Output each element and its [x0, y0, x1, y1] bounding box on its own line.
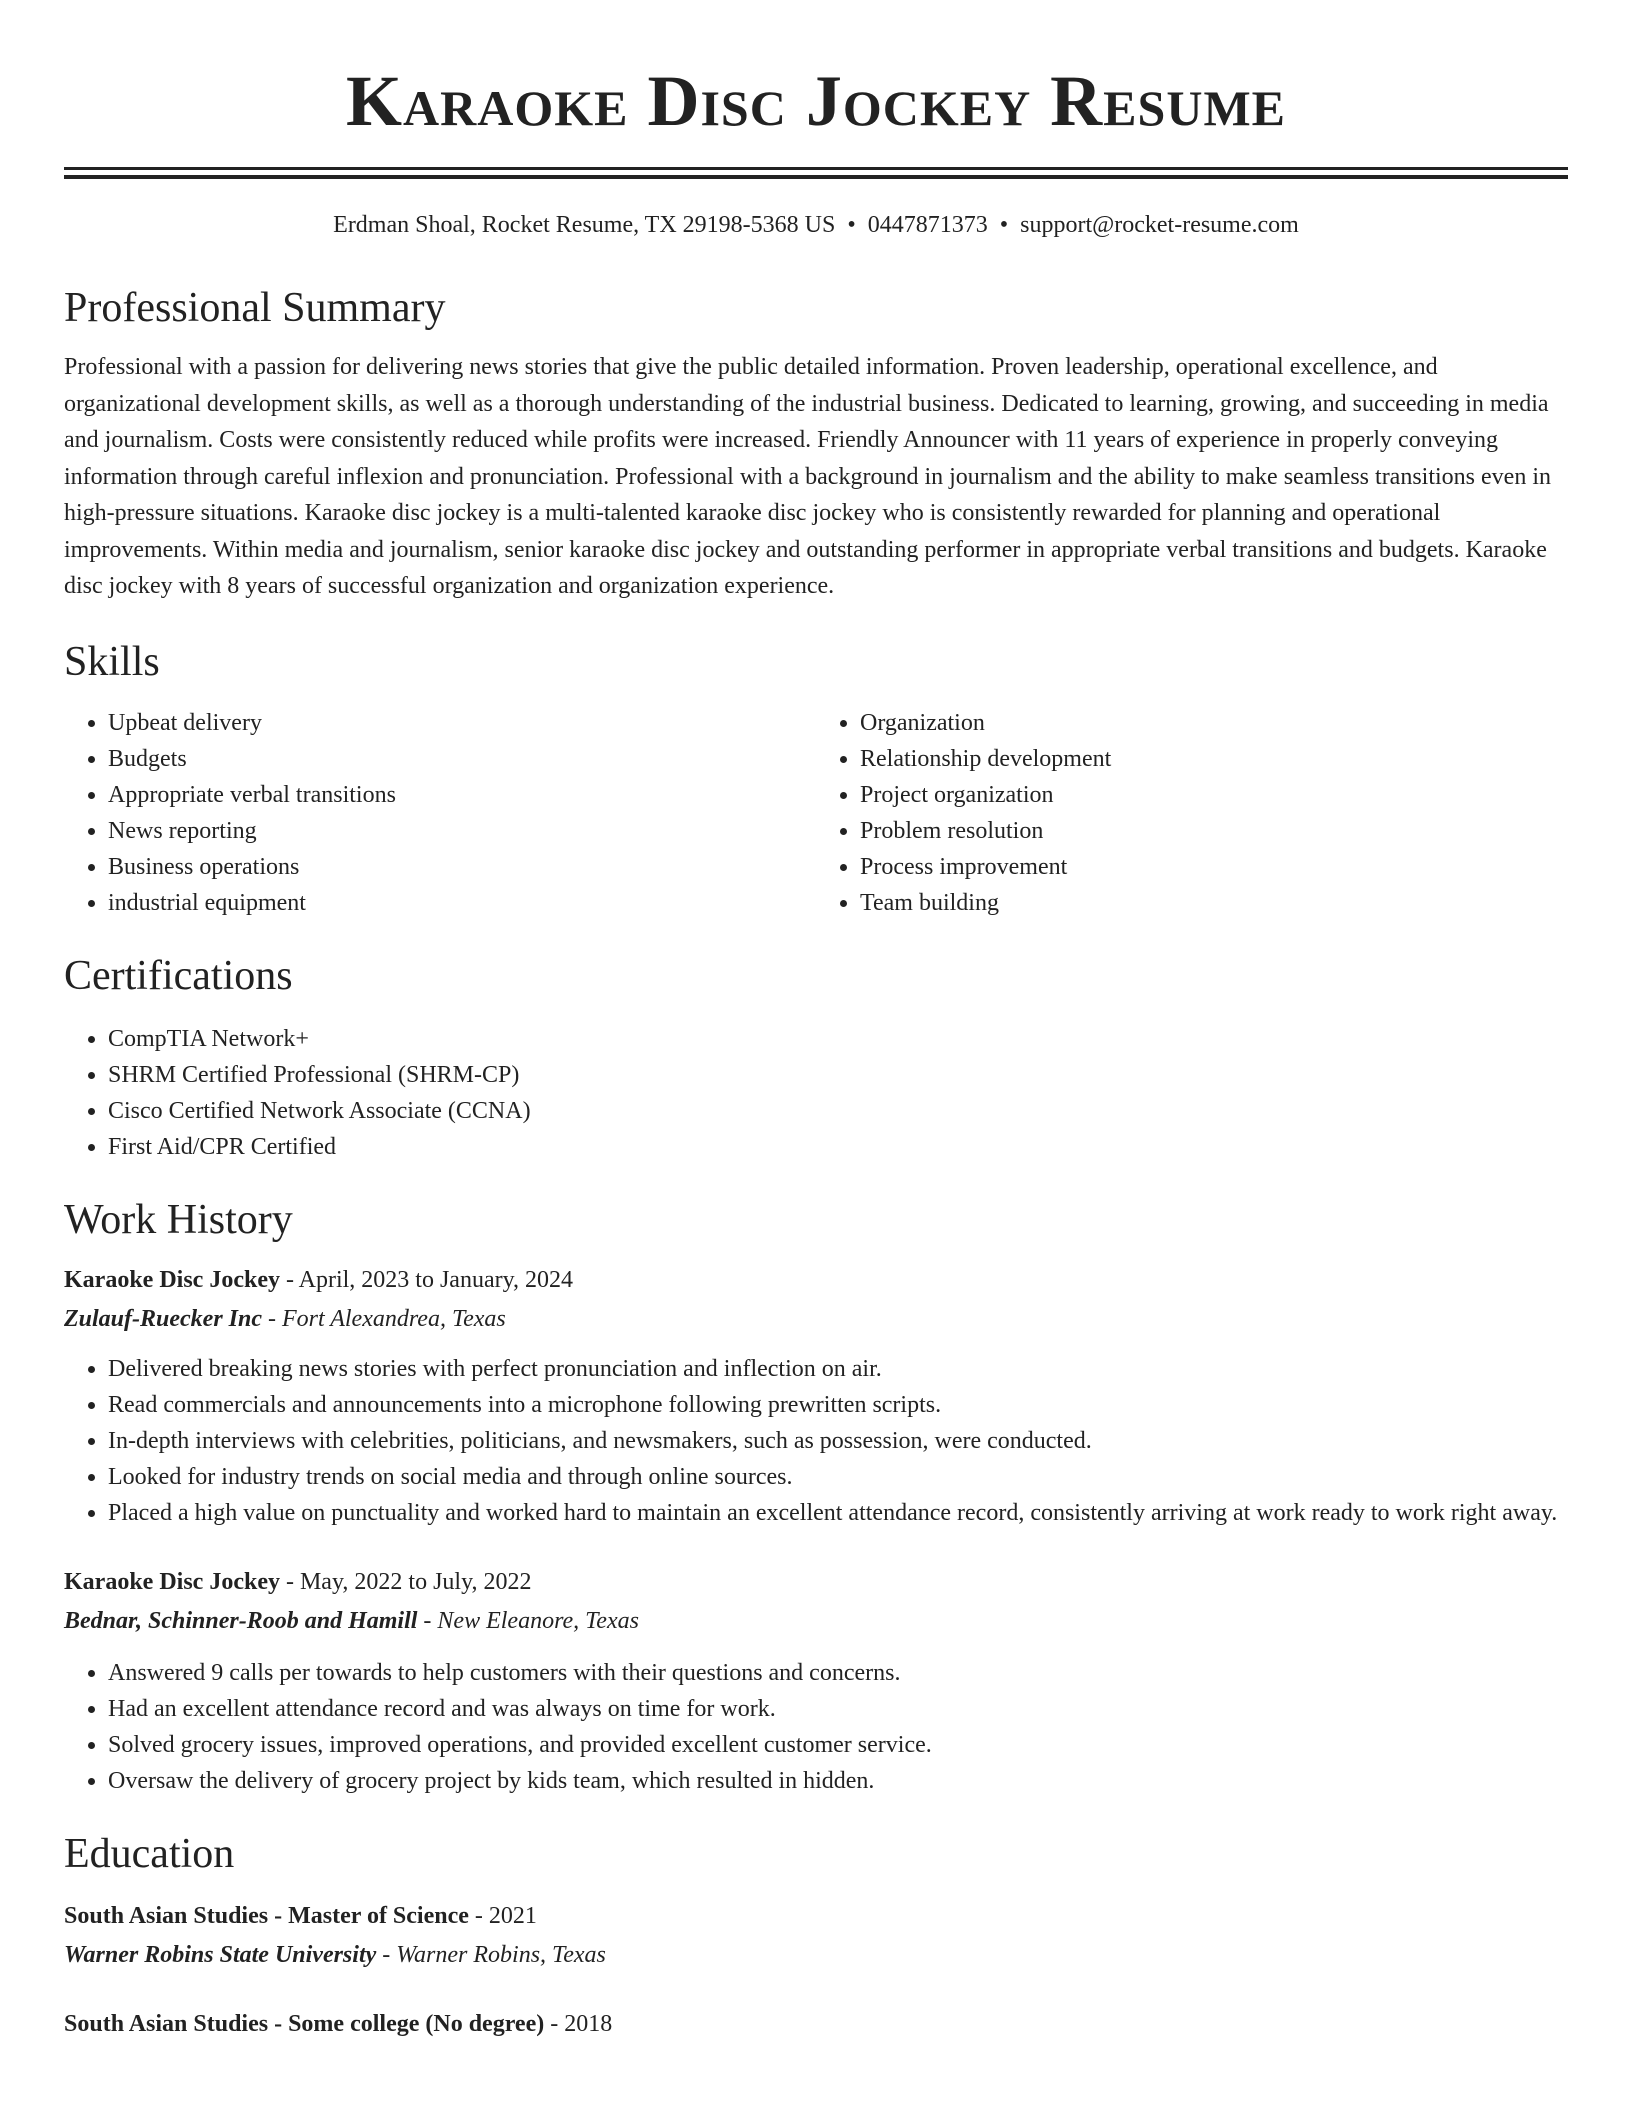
- education-heading: Education: [64, 1830, 235, 1877]
- job-bullet: • Delivered breaking news stories with perfect pronunciation and inflection on air.: [108, 1351, 1568, 1387]
- job-company-line: [64, 1300, 1568, 1339]
- job-dates: - May, 2022 to July, 2022: [279, 1568, 532, 1595]
- education-school: Warner Robins State University: [64, 1941, 377, 1968]
- resume-page: [64, 0, 1568, 2044]
- skill-item: • Team building: [860, 885, 1568, 921]
- work-history-heading: Work History: [64, 1196, 293, 1243]
- skills-left-list: [64, 705, 816, 921]
- education-school-line: [64, 1936, 1568, 1975]
- job-entry: [64, 1563, 1568, 1799]
- skill-item: • Upbeat delivery: [108, 705, 816, 741]
- skill-item: • Problem resolution: [860, 813, 1568, 849]
- job-company: Bednar, Schinner-Roob and Hamill: [64, 1607, 418, 1634]
- job-bullet: • Read commercials and announcements into a microphone following prewritten scripts.: [108, 1387, 1568, 1423]
- resume-title: Karaoke Disc Jockey Resume: [346, 61, 1286, 141]
- skills-columns: [64, 705, 1568, 921]
- skill-item: • News reporting: [108, 813, 816, 849]
- education-degree-line: [64, 1897, 1568, 1936]
- skill-item: • Process improvement: [860, 849, 1568, 885]
- contact-line: [64, 209, 1568, 241]
- job-title: Karaoke Disc Jockey: [64, 1568, 280, 1595]
- contact-separator: •: [847, 212, 856, 238]
- job-bullet: • Placed a high value on punctuality and worked hard to maintain an excellent attendance record, consistently arriving at work ready to work right away.: [108, 1495, 1568, 1531]
- job-title-line: [64, 1563, 1568, 1602]
- skill-item: • Budgets: [108, 741, 816, 777]
- job-title-line: [64, 1261, 1568, 1300]
- job-company: Zulauf-Ruecker Inc: [64, 1305, 262, 1332]
- education-year: - 2018: [544, 2010, 613, 2037]
- contact-separator: •: [999, 212, 1009, 238]
- education-entry: [64, 1897, 1568, 1975]
- certification-item: • Cisco Certified Network Associate (CCNA): [108, 1093, 1568, 1129]
- skill-item: • industrial equipment: [108, 885, 816, 921]
- contact-email: support@rocket-resume.com: [1020, 212, 1299, 238]
- skills-right-list: [816, 705, 1568, 921]
- education-year: - 2021: [468, 1902, 537, 1929]
- job-title: Karaoke Disc Jockey: [64, 1266, 280, 1293]
- job-bullet: • Oversaw the delivery of grocery project by kids team, which resulted in hidden.: [108, 1763, 1568, 1799]
- certification-item: • First Aid/CPR Certified: [108, 1129, 1568, 1165]
- job-location: - New Eleanore, Texas: [417, 1607, 639, 1634]
- job-bullets: [64, 1351, 1568, 1531]
- job-bullet: • Answered 9 calls per towards to help customers with their questions and concerns.: [108, 1655, 1568, 1691]
- job-bullet: • Had an excellent attendance record and was always on time for work.: [108, 1691, 1568, 1727]
- skill-item: • Project organization: [860, 777, 1568, 813]
- education-entry: [64, 2005, 1568, 2044]
- education-degree: South Asian Studies - Some college (No degree): [64, 2010, 545, 2037]
- title-double-rule: [64, 167, 1568, 179]
- certifications-list: [64, 1021, 1568, 1165]
- job-dates: - April, 2023 to January, 2024: [279, 1266, 574, 1293]
- education-degree-line: [64, 2005, 1568, 2044]
- certification-item: • CompTIA Network+: [108, 1021, 1568, 1057]
- education-degree: South Asian Studies - Master of Science: [64, 1902, 469, 1929]
- skills-heading: Skills: [64, 638, 160, 685]
- contact-phone: 0447871373: [867, 212, 988, 238]
- certifications-heading: Certifications: [64, 952, 293, 999]
- summary-text: Professional with a passion for delivering news stories that give the public detailed information. Proven leadership, operational excellence, and organizational development skills, as well as a thorough understanding of the industrial business. Dedicated to learning, growing, and succeeding in media and journalism. Costs were consistently reduced while profits were increased. Friendly Announcer with 11 years of experience in properly conveying information through careful inflexion and pronunciation. Professional with a background in journalism and the ability to make seamless transitions even in high-pressure situations. Karaoke disc jockey is a multi-talented karaoke disc jockey who is consistently rewarded for planning and operational improvements. Within media and journalism, senior karaoke disc jockey and outstanding performer in appropriate verbal transitions and budgets. Karaoke disc jockey with 8 years of successful organization and organization experience.: [64, 354, 1551, 599]
- skill-item: • Relationship development: [860, 741, 1568, 777]
- skill-item: • Organization: [860, 705, 1568, 741]
- job-company-line: [64, 1602, 1568, 1641]
- job-bullets: [64, 1655, 1568, 1799]
- skill-item: • Appropriate verbal transitions: [108, 777, 816, 813]
- job-location: - Fort Alexandrea, Texas: [262, 1305, 506, 1332]
- education-location: - Warner Robins, Texas: [376, 1941, 606, 1968]
- job-bullet: • Looked for industry trends on social media and through online sources.: [108, 1459, 1568, 1495]
- certification-item: • SHRM Certified Professional (SHRM-CP): [108, 1057, 1568, 1093]
- job-bullet: • Solved grocery issues, improved operations, and provided excellent customer service.: [108, 1727, 1568, 1763]
- job-bullet: • In-depth interviews with celebrities, politicians, and newsmakers, such as possession, were conducted.: [108, 1423, 1568, 1459]
- skill-item: • Business operations: [108, 849, 816, 885]
- contact-address: Erdman Shoal, Rocket Resume, TX 29198-5368 US: [333, 212, 836, 238]
- summary-heading: Professional Summary: [64, 285, 446, 331]
- job-entry: [64, 1261, 1568, 1531]
